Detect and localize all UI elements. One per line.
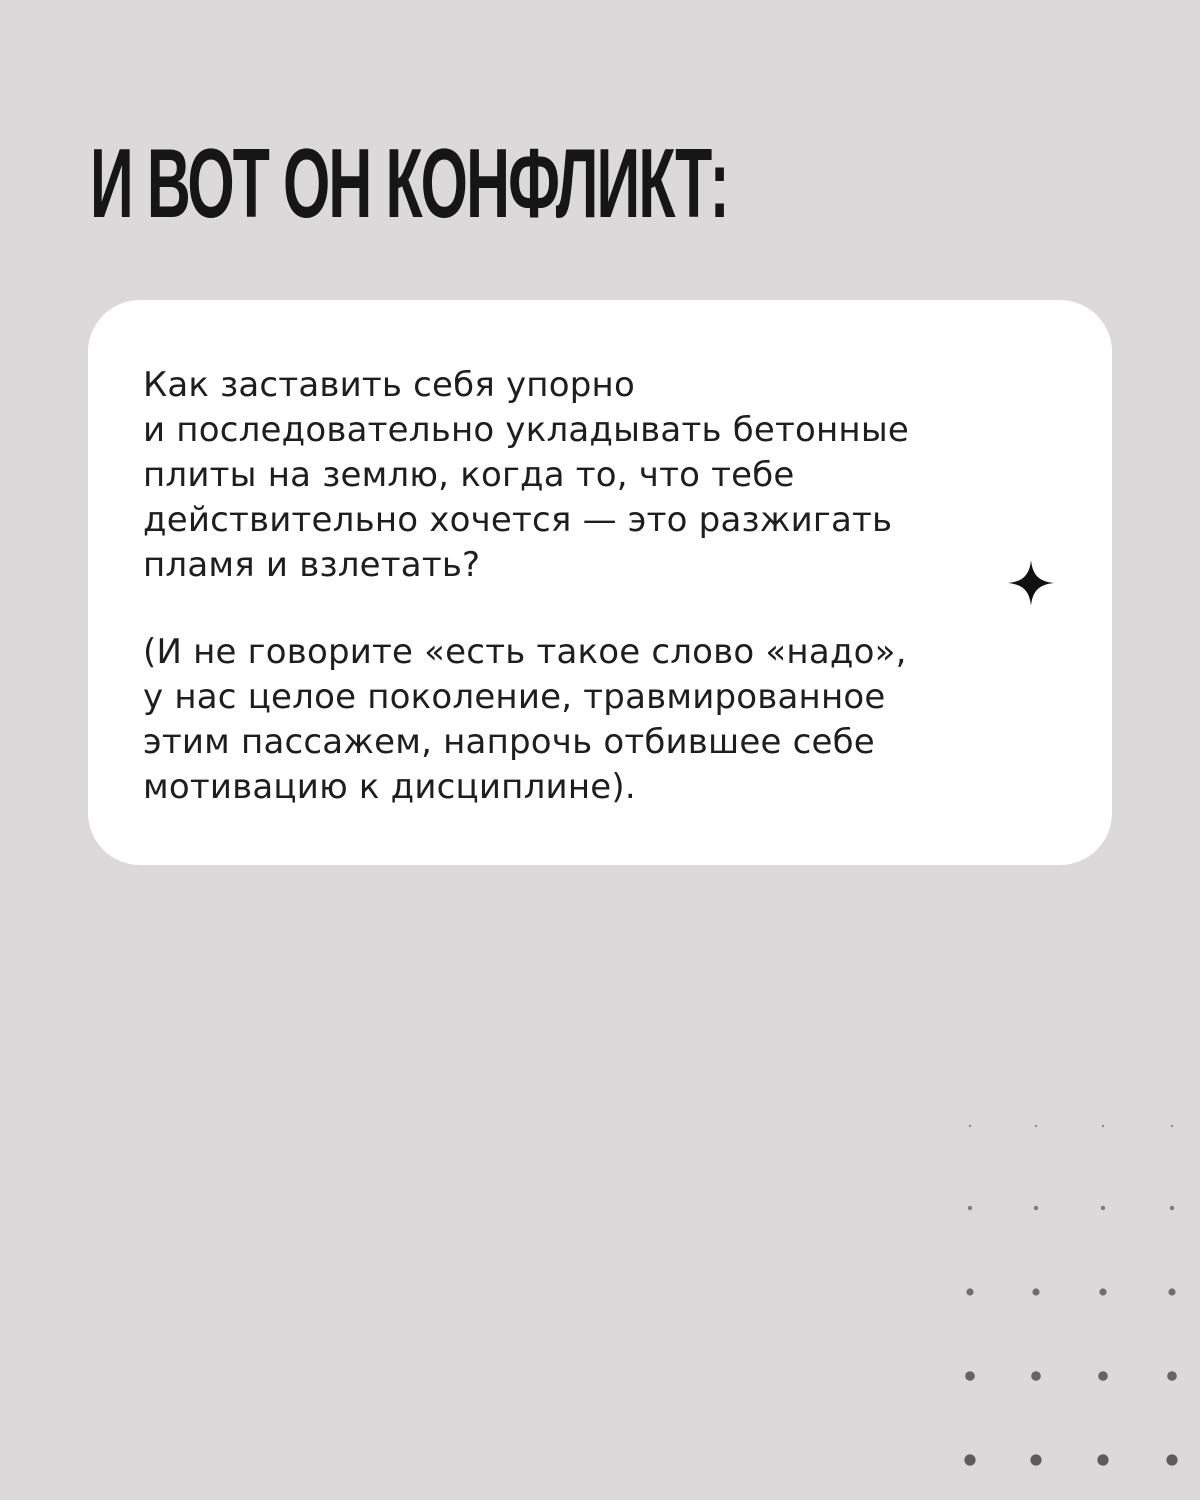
grid-dot [1098, 1371, 1108, 1381]
question-line: плиты на землю, когда то, что тебе [143, 455, 795, 495]
grid-dot [966, 1288, 973, 1295]
aside-line: у нас целое поколение, травмированное [143, 677, 886, 717]
grid-dot [1034, 1206, 1038, 1210]
aside-paragraph [143, 630, 907, 810]
grid-dot [1035, 1125, 1037, 1127]
grid-dot [1166, 1454, 1177, 1465]
aside-line: этим пассажем, напрочь отбившее себе [143, 722, 875, 762]
grid-dot [1031, 1371, 1041, 1381]
grid-dot [1101, 1206, 1105, 1210]
question-line: и последовательно укладывать бетонные [143, 410, 910, 450]
grid-dot [1167, 1371, 1177, 1381]
grid-dot [968, 1206, 972, 1210]
grid-dot [1171, 1125, 1173, 1127]
dot-grid-pattern [950, 1100, 1200, 1500]
question-line: действительно хочется — это разжигать [143, 500, 893, 540]
grid-dot [1099, 1288, 1106, 1295]
grid-dot [969, 1125, 971, 1127]
aside-line: (И не говорите «есть такое слово «надо», [143, 632, 907, 672]
grid-dot [965, 1371, 975, 1381]
grid-dot [1168, 1288, 1175, 1295]
aside-line: мотивацию к дисциплине). [143, 767, 636, 807]
four-point-star-icon [1008, 560, 1054, 606]
text-card [88, 300, 1112, 865]
grid-dot [1030, 1454, 1041, 1465]
grid-dot [1170, 1206, 1174, 1210]
question-paragraph [143, 363, 909, 588]
question-line: Как заставить себя упорно [143, 365, 635, 405]
grid-dot [964, 1454, 975, 1465]
grid-dot [1032, 1288, 1039, 1295]
question-line: пламя и взлетать? [143, 545, 481, 585]
grid-dot [1102, 1125, 1104, 1127]
grid-dot [1097, 1454, 1108, 1465]
page-title: И ВОТ ОН КОНФЛИКТ: [90, 128, 728, 238]
